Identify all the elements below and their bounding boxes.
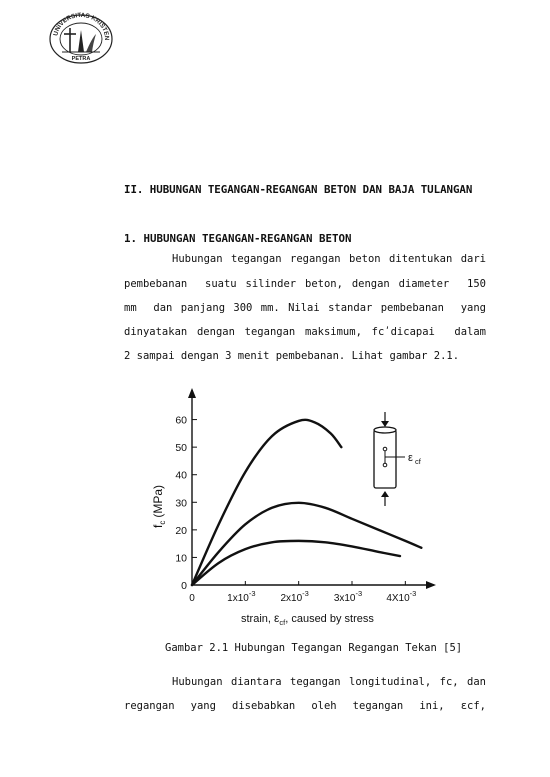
y-tick-label: 30: [175, 497, 187, 510]
y-axis-label: [151, 485, 167, 528]
seal-ring-text: UNIVERSITAS KRISTEN: [52, 12, 111, 41]
y-axis-arrow-icon: [188, 388, 196, 398]
y-tick-label: 10: [175, 552, 187, 565]
paragraph1-line: 2 sampai dengan 3 menit pembebanan. Lihat gambar 2.1.: [124, 350, 460, 362]
paragraph2-line: regangan yang disebabkan oleh tegangan ini, εcf,: [124, 700, 486, 712]
svg-text:strain, εcf, caused by stress: strain, $\varepsilon_{cf}$, caused by stress: [241, 611, 374, 627]
paragraph1-line: Hubungan tegangan regangan beton ditentukan dari: [172, 253, 486, 265]
stress-strain-chart: [140, 380, 450, 630]
y-tick-label: 50: [175, 442, 187, 455]
y-tick-label: 0: [181, 580, 187, 592]
figure-caption: Gambar 2.1 Hubungan Tegangan Regangan Tekan [5]: [165, 642, 463, 654]
paragraph1-line: mm dan panjang 300 mm. Nilai standar pembebanan yang: [124, 302, 486, 314]
section-heading: 1. HUBUNGAN TEGANGAN-REGANGAN BETON: [124, 232, 352, 245]
x-axis-arrow-icon: [426, 581, 436, 589]
x-tick-label: $2x10^{-3}$: [280, 589, 309, 604]
paragraph1-line: dinyatakan dengan tegangan maksimum, fcʹdicapai dalam: [124, 326, 486, 338]
x-tick-label: $3x10^{-3}$: [333, 589, 363, 604]
inset-strain-symbol: ε: [408, 452, 413, 464]
paragraph1-line: pembebanan suatu silinder beton, dengan diameter 150: [124, 278, 486, 290]
x-tick-label: $4X10^{-3}$: [386, 589, 417, 604]
stress-strain-curve-2: [192, 503, 421, 585]
y-tick-label: 60: [175, 414, 187, 427]
paragraph2-line: Hubungan diantara tegangan longitudinal, fc, dan: [172, 676, 486, 688]
chapter-heading: II. HUBUNGAN TEGANGAN-REGANGAN BETON DAN BAJA TULANGAN: [124, 183, 473, 196]
inset-strain-subscript: cf: [415, 457, 421, 466]
stress-strain-curve-1: [192, 420, 341, 585]
cylinder-specimen-diagram: [374, 412, 422, 506]
x-tick-label: $1x10^{-3}$: [227, 589, 256, 604]
x-tick-label: 0: [189, 593, 195, 604]
seal-bottom-text: PETRA: [71, 56, 91, 62]
university-seal-logo: [48, 12, 114, 64]
svg-text:fc(MPa): $f_c(MPa)$: [151, 484, 167, 528]
y-tick-label: 20: [175, 524, 187, 537]
y-tick-label: 40: [175, 469, 187, 482]
x-axis-label: [241, 611, 374, 627]
